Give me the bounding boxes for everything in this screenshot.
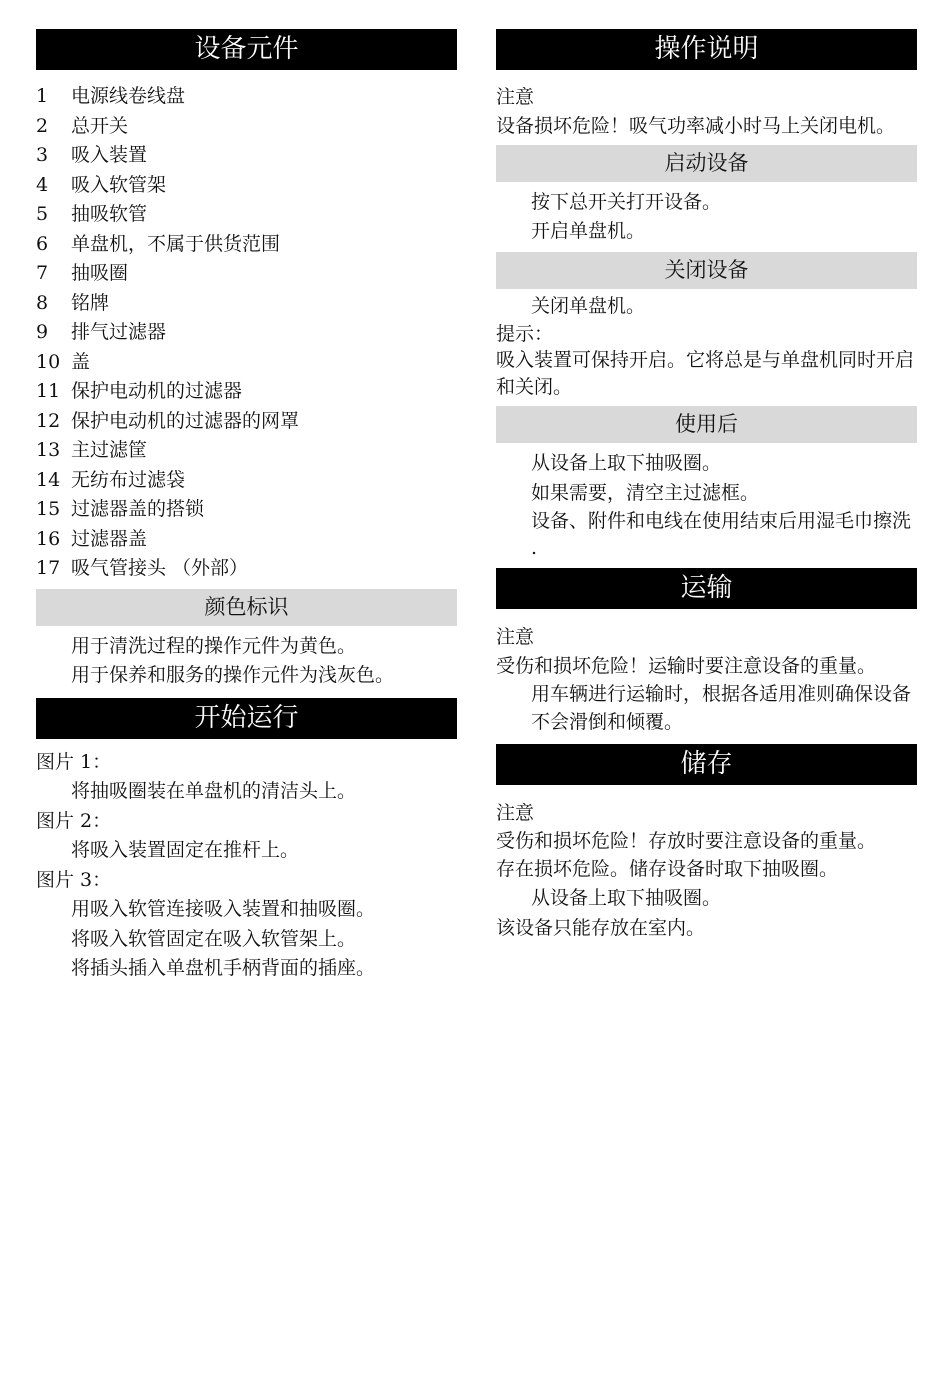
list-item [36, 259, 457, 289]
item-number: 6 [36, 232, 49, 255]
transport-text [496, 623, 917, 736]
list-item [36, 141, 457, 171]
list-item [36, 171, 457, 201]
item-number: 17 [36, 557, 61, 579]
list-item [36, 289, 457, 319]
operation-heading: 操作说明 [496, 29, 917, 70]
indoor-text: 该设备只能存放在室内。 [496, 916, 706, 939]
item-label: 主过滤筐 [71, 439, 148, 461]
transport-heading: 运输 [496, 568, 917, 609]
hint-label: 提示： [496, 323, 554, 345]
item-number: 8 [36, 291, 49, 314]
item-number: 5 [36, 203, 49, 225]
step-line: 从设备上取下抽吸圈。 [531, 887, 722, 909]
list-item [36, 82, 457, 112]
step-line: 设备、附件和电线在使用结束后用湿毛巾擦洗 . [531, 510, 912, 559]
step-line: 开启单盘机。 [531, 220, 646, 242]
item-label: 抽吸圈 [71, 262, 129, 284]
figure-3-step: 将插头插入单盘机手柄背面的插座。 [71, 957, 376, 979]
hint-text: 吸入装置可保持开启。它将总是与单盘机同时开启和关闭。 [496, 349, 915, 398]
item-label: 吸气管接头 （外部） [71, 557, 249, 579]
item-number: 3 [36, 144, 49, 166]
after-use-heading: 使用后 [496, 406, 917, 443]
list-item [36, 466, 457, 496]
danger-text: 存在损坏危险。储存设备时取下抽吸圈。 [496, 858, 839, 880]
item-label: 过滤器盖 [71, 527, 148, 550]
storage-heading: 储存 [496, 744, 917, 785]
figure-2-label: 图片 2： [36, 809, 112, 832]
list-item [36, 230, 457, 260]
stop-device-heading: 关闭设备 [496, 252, 917, 289]
note-text: 设备损坏危险！吸气功率减小时马上关闭电机。 [496, 114, 896, 137]
item-label: 盖 [71, 350, 91, 373]
figure-3-step: 用吸入软管连接吸入装置和抽吸圈。 [71, 898, 376, 920]
operation-text [496, 83, 917, 140]
item-number: 11 [36, 380, 61, 402]
item-label: 总开关 [71, 114, 129, 137]
figure-1-label: 图片 1： [36, 750, 112, 773]
item-label: 电源线卷线盘 [71, 85, 186, 107]
item-label: 抽吸软管 [71, 203, 148, 225]
list-item [36, 554, 457, 584]
stop-device-text [496, 292, 917, 402]
color-coding-text [36, 632, 457, 691]
note-label: 注意 [496, 86, 535, 108]
item-label: 排气过滤器 [71, 321, 167, 343]
item-label: 过滤器盖的搭锁 [71, 498, 205, 520]
item-label: 铭牌 [71, 291, 110, 314]
item-number: 15 [36, 498, 61, 520]
step-line: 如果需要，清空主过滤框。 [531, 481, 760, 504]
item-number: 7 [36, 262, 49, 284]
list-item [36, 436, 457, 466]
startup-heading: 开始运行 [36, 698, 457, 739]
item-label: 单盘机，不属于供货范围 [71, 232, 281, 255]
color-coding-line: 用于保养和服务的操作元件为浅灰色。 [71, 664, 395, 686]
note-text: 受伤和损坏危险！存放时要注意设备的重量。 [496, 830, 877, 852]
list-item [36, 495, 457, 525]
item-number: 12 [36, 409, 61, 432]
list-item [36, 525, 457, 555]
list-item [36, 112, 457, 142]
item-number: 2 [36, 114, 49, 137]
note-label: 注意 [496, 801, 535, 824]
item-number: 13 [36, 439, 61, 461]
components-heading: 设备元件 [36, 29, 457, 70]
step-line: 从设备上取下抽吸圈。 [531, 452, 722, 474]
list-item [36, 348, 457, 378]
item-label: 吸入装置 [71, 144, 148, 166]
item-number: 1 [36, 85, 49, 107]
note-label: 注意 [496, 626, 535, 648]
start-device-text [496, 188, 917, 247]
item-number: 4 [36, 173, 49, 196]
item-label: 保护电动机的过滤器的网罩 [71, 409, 300, 432]
item-number: 14 [36, 468, 61, 491]
list-item [36, 407, 457, 437]
item-number: 10 [36, 350, 61, 373]
left-column [36, 29, 457, 984]
figure-1-step: 将抽吸圈装在单盘机的清洁头上。 [71, 780, 357, 802]
list-item [36, 200, 457, 230]
start-device-heading: 启动设备 [496, 145, 917, 182]
step-line: 按下总开关打开设备。 [531, 190, 722, 213]
figure-3-label: 图片 3： [36, 868, 112, 891]
figure-3-step: 将吸入软管固定在吸入软管架上。 [71, 927, 357, 950]
color-coding-heading: 颜色标识 [36, 589, 457, 626]
item-number: 9 [36, 321, 49, 343]
item-label: 吸入软管架 [71, 173, 167, 196]
step-line: 关闭单盘机。 [531, 294, 646, 317]
startup-text [36, 748, 457, 984]
components-list [36, 82, 457, 584]
after-use-text [496, 449, 917, 562]
color-coding-line: 用于清洗过程的操作元件为黄色。 [71, 634, 357, 657]
storage-text [496, 799, 917, 944]
item-label: 无纺布过滤袋 [71, 468, 186, 491]
list-item [36, 377, 457, 407]
step-line: 用车辆进行运输时，根据各适用准则确保设备不会滑倒和倾覆。 [531, 682, 912, 733]
figure-2-step: 将吸入装置固定在推杆上。 [71, 839, 300, 861]
right-column [496, 29, 917, 943]
list-item [36, 318, 457, 348]
item-number: 16 [36, 527, 61, 550]
item-label: 保护电动机的过滤器 [71, 380, 243, 402]
note-text: 受伤和损坏危险！运输时要注意设备的重量。 [496, 654, 877, 677]
